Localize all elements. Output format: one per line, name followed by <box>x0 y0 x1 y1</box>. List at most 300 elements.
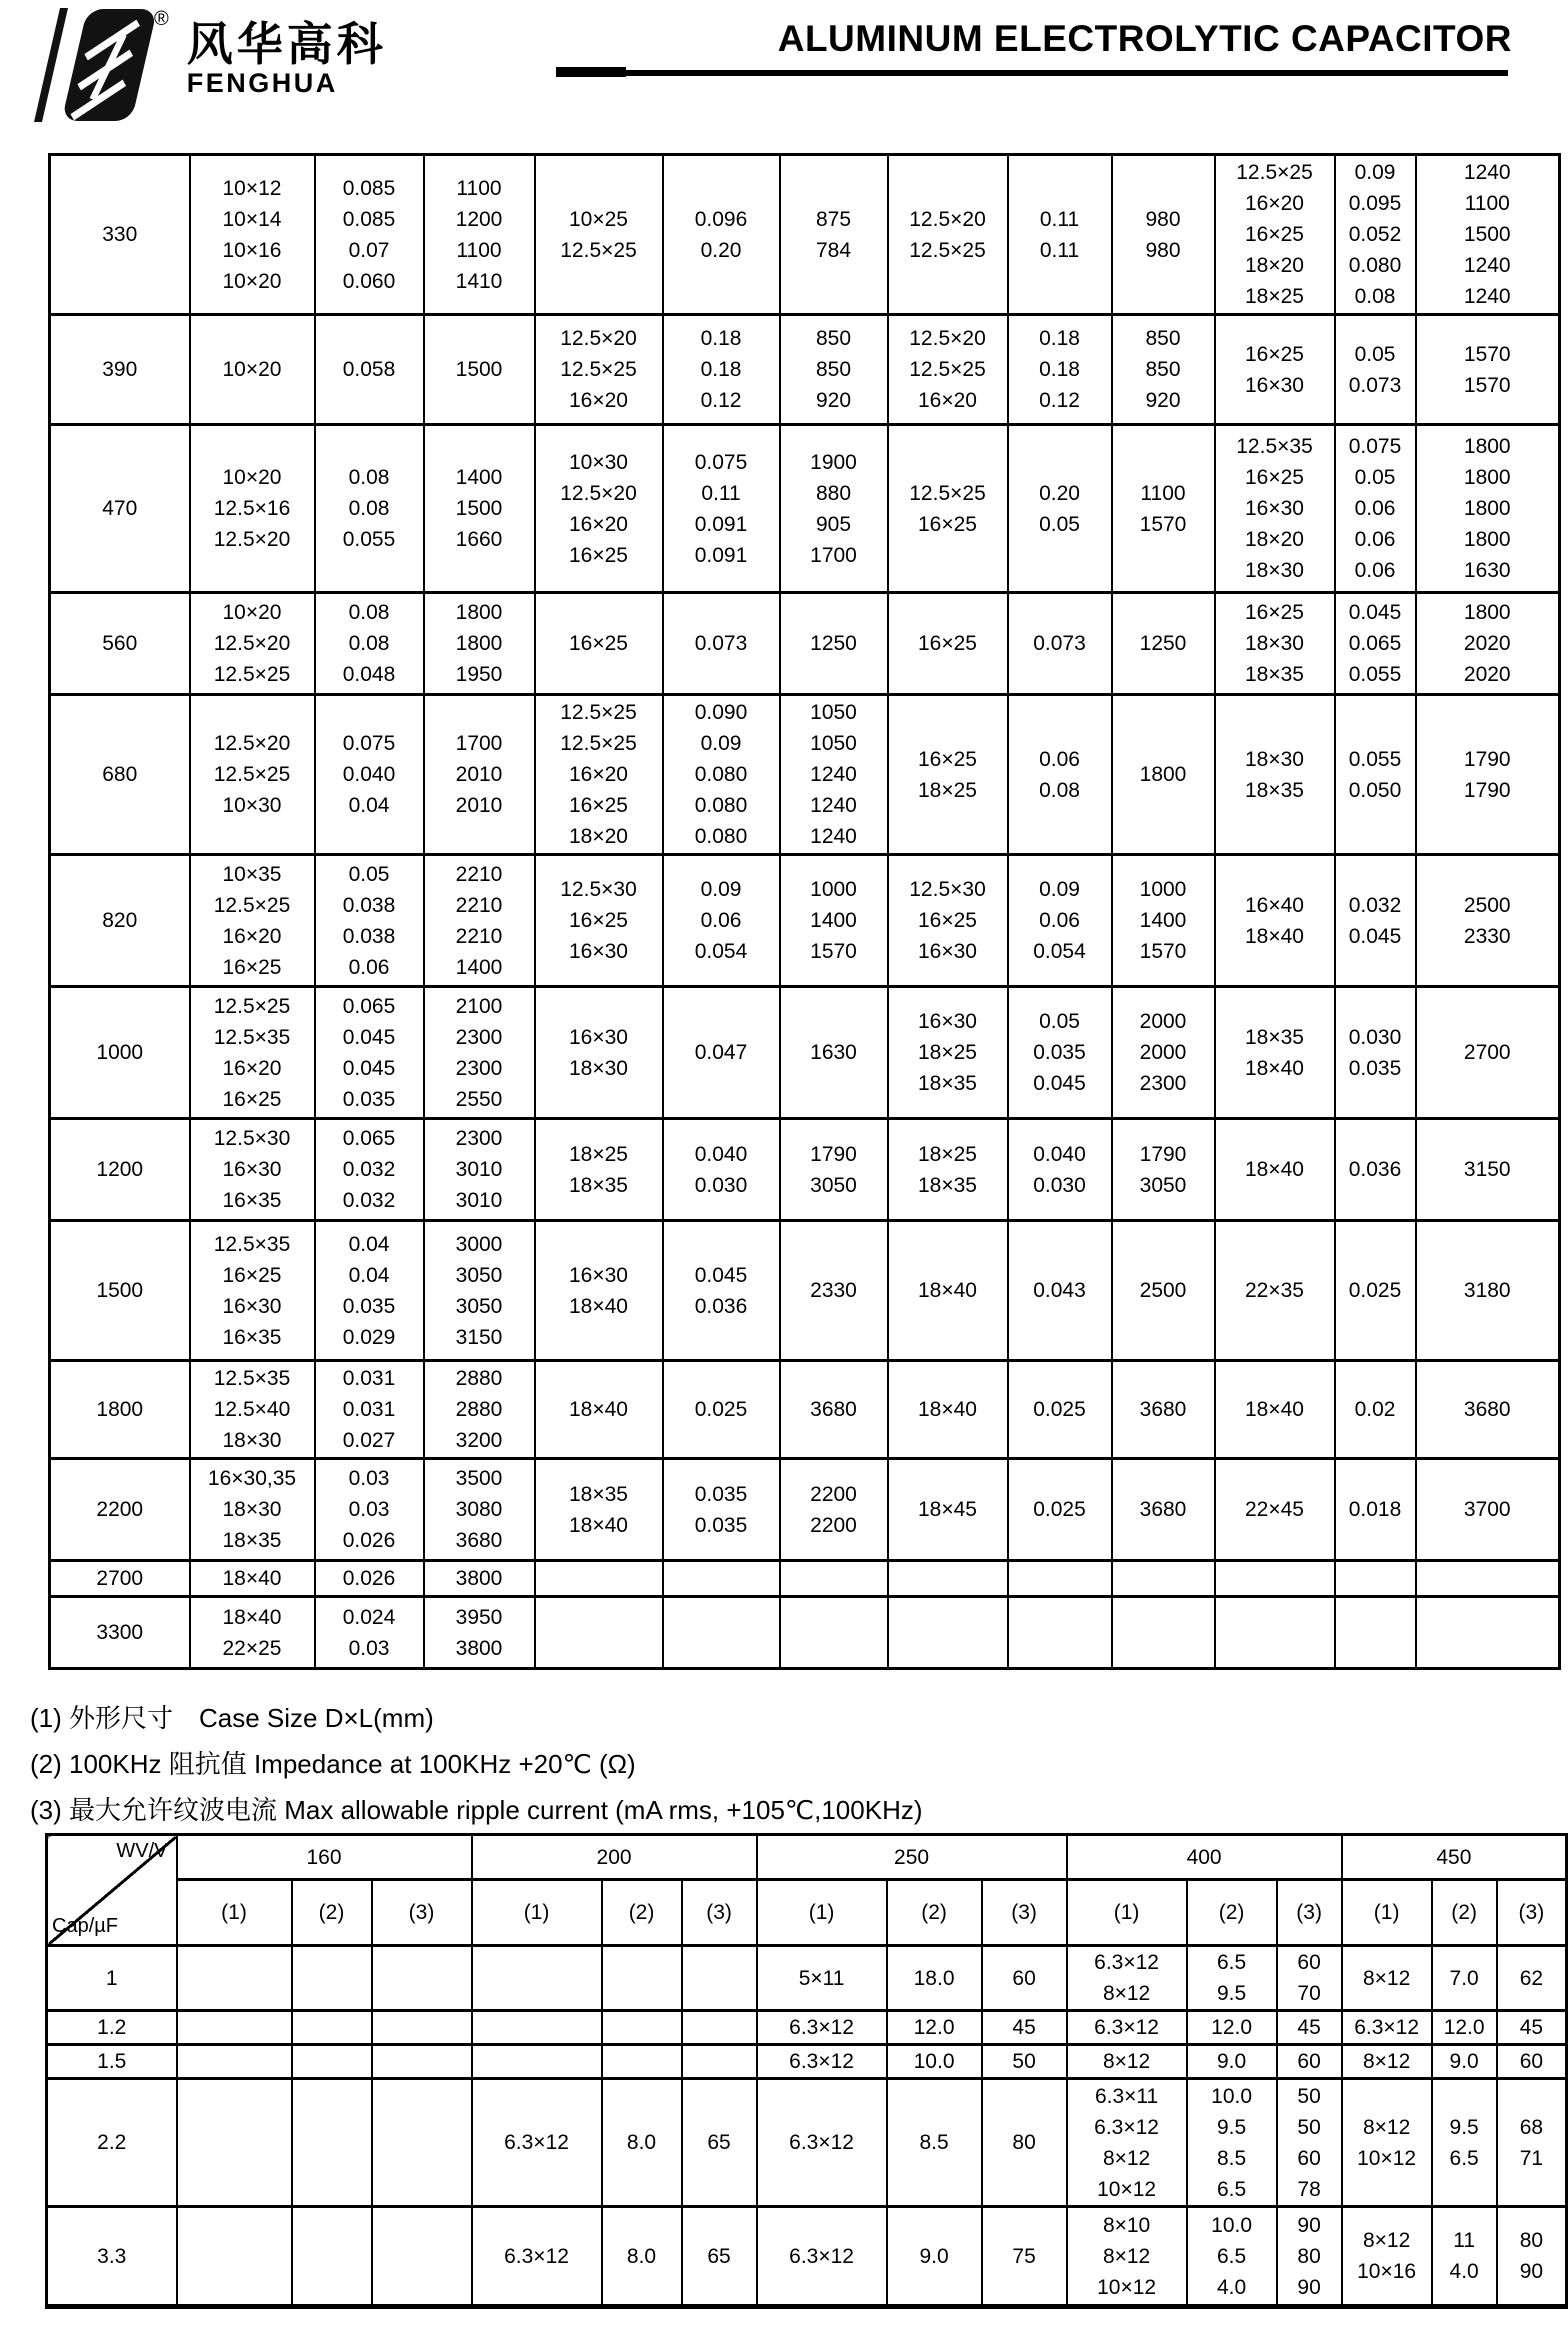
impedance-cell <box>602 2045 682 2079</box>
table-row <box>50 855 1560 987</box>
impedance-cell: 0.025 <box>1335 1221 1416 1361</box>
capacitance-value: 390 <box>50 315 190 425</box>
impedance-cell <box>292 2011 372 2045</box>
case-size-cell <box>472 2011 602 2045</box>
impedance-cell: 0.08 0.08 0.048 <box>315 593 424 695</box>
impedance-cell: 0.085 0.085 0.07 0.060 <box>315 155 424 315</box>
impedance-cell <box>1335 1597 1416 1669</box>
case-size-cell: 12.5×20 12.5×25 10×30 <box>190 695 315 855</box>
case-size-cell <box>1215 1597 1335 1669</box>
table-row <box>50 1361 1560 1459</box>
impedance-cell: 0.06 0.08 <box>1008 695 1112 855</box>
impedance-cell: 0.024 0.03 <box>315 1597 424 1669</box>
case-size-cell: 10×20 <box>190 315 315 425</box>
ripple-current-cell: 1790 3050 <box>780 1119 888 1221</box>
case-size-cell <box>472 2045 602 2079</box>
case-size-cell: 10×25 12.5×25 <box>535 155 663 315</box>
ripple-current-cell: 65 <box>682 2207 757 2307</box>
subcolumn-header: (1) <box>757 1880 887 1946</box>
impedance-cell: 0.09 0.06 0.054 <box>1008 855 1112 987</box>
ripple-current-cell: 62 <box>1497 1946 1567 2011</box>
case-size-cell: 8×12 <box>1342 1946 1432 2011</box>
table-row <box>47 2079 1567 2207</box>
table-row <box>47 2045 1567 2079</box>
impedance-cell: 0.20 0.05 <box>1008 425 1112 593</box>
capacitance-value: 2200 <box>50 1459 190 1561</box>
impedance-cell: 0.058 <box>315 315 424 425</box>
ripple-current-cell: 1570 1570 <box>1416 315 1560 425</box>
ripple-current-cell: 1250 <box>1112 593 1215 695</box>
corner-label-voltage: WV/V <box>116 1840 168 1862</box>
ripple-current-cell: 1000 1400 1570 <box>1112 855 1215 987</box>
ripple-current-cell <box>1416 1597 1560 1669</box>
case-size-cell: 12.5×30 16×30 16×35 <box>190 1119 315 1221</box>
voltage-header: 250 <box>757 1835 1067 1880</box>
table-row <box>50 695 1560 855</box>
capacitance-value: 1800 <box>50 1361 190 1459</box>
case-size-cell: 6.3×11 6.3×12 8×12 10×12 <box>1067 2079 1187 2207</box>
impedance-cell: 6.5 9.5 <box>1187 1946 1277 2011</box>
ripple-current-cell: 1790 1790 <box>1416 695 1560 855</box>
case-size-cell <box>177 1946 292 2011</box>
ripple-current-cell: 3700 <box>1416 1459 1560 1561</box>
ripple-current-cell: 850 850 920 <box>780 315 888 425</box>
case-size-cell: 6.3×12 <box>472 2079 602 2207</box>
ripple-current-cell: 45 <box>1497 2011 1567 2045</box>
impedance-cell: 8.5 <box>887 2079 982 2207</box>
ripple-current-cell: 2210 2210 2210 1400 <box>424 855 535 987</box>
ripple-current-cell <box>1112 1561 1215 1597</box>
impedance-cell: 0.025 <box>1008 1361 1112 1459</box>
case-size-cell: 18×25 18×35 <box>535 1119 663 1221</box>
impedance-cell: 0.05 0.038 0.038 0.06 <box>315 855 424 987</box>
note-case-size: (1) 外形尺寸 Case Size D×L(mm) <box>30 1703 434 1733</box>
ripple-current-cell: 50 <box>982 2045 1067 2079</box>
subcolumn-header: (2) <box>1432 1880 1497 1946</box>
impedance-cell <box>1008 1597 1112 1669</box>
impedance-cell: 0.045 0.036 <box>663 1221 780 1361</box>
impedance-cell <box>292 2045 372 2079</box>
impedance-cell: 10.0 6.5 4.0 <box>1187 2207 1277 2307</box>
table-row <box>50 1597 1560 1669</box>
impedance-cell: 0.032 0.045 <box>1335 855 1416 987</box>
case-size-cell <box>535 1561 663 1597</box>
table-row <box>50 155 1560 315</box>
impedance-cell <box>663 1597 780 1669</box>
case-size-cell: 8×12 <box>1342 2045 1432 2079</box>
impedance-cell: 9.0 <box>1432 2045 1497 2079</box>
ripple-current-cell: 1500 <box>424 315 535 425</box>
impedance-cell <box>1008 1561 1112 1597</box>
table-row <box>50 425 1560 593</box>
case-size-cell: 6.3×12 <box>472 2207 602 2307</box>
case-size-cell: 18×35 18×40 <box>535 1459 663 1561</box>
voltage-header: 200 <box>472 1835 757 1880</box>
ripple-current-cell: 50 50 60 78 <box>1277 2079 1342 2207</box>
capacitance-value: 1000 <box>50 987 190 1119</box>
ripple-current-cell <box>372 2045 472 2079</box>
note-ripple-current: (3) 最大允许纹波电流 Max allowable ripple current (mA rms, +105℃,100KHz) <box>30 1795 923 1825</box>
ripple-current-cell: 3680 <box>1416 1361 1560 1459</box>
ripple-current-cell <box>682 2045 757 2079</box>
ripple-current-cell <box>372 2011 472 2045</box>
ripple-current-cell: 2700 <box>1416 987 1560 1119</box>
ripple-current-cell <box>1112 1597 1215 1669</box>
case-size-cell: 18×25 18×35 <box>888 1119 1008 1221</box>
ripple-current-cell: 1790 3050 <box>1112 1119 1215 1221</box>
capacitance-value: 680 <box>50 695 190 855</box>
table-row <box>50 1221 1560 1361</box>
ripple-current-cell: 1250 <box>780 593 888 695</box>
impedance-cell: 0.075 0.11 0.091 0.091 <box>663 425 780 593</box>
case-size-cell <box>535 1597 663 1669</box>
impedance-cell: 18.0 <box>887 1946 982 2011</box>
impedance-cell: 0.040 0.030 <box>1008 1119 1112 1221</box>
case-size-cell: 18×40 <box>1215 1361 1335 1459</box>
case-size-cell: 18×45 <box>888 1459 1008 1561</box>
ripple-current-cell: 2000 2000 2300 <box>1112 987 1215 1119</box>
ripple-current-cell: 1700 2010 2010 <box>424 695 535 855</box>
capacitance-value: 560 <box>50 593 190 695</box>
impedance-cell: 0.073 <box>1008 593 1112 695</box>
ripple-current-cell <box>682 1946 757 2011</box>
case-size-cell: 5×11 <box>757 1946 887 2011</box>
case-size-cell: 12.5×30 16×25 16×30 <box>888 855 1008 987</box>
impedance-cell: 12.0 <box>1432 2011 1497 2045</box>
ripple-current-cell: 60 <box>982 1946 1067 2011</box>
ripple-current-cell: 1100 1200 1100 1410 <box>424 155 535 315</box>
capacitance-value: 1200 <box>50 1119 190 1221</box>
ripple-current-cell: 1800 <box>1112 695 1215 855</box>
case-size-cell: 12.5×25 16×20 16×25 18×20 18×25 <box>1215 155 1335 315</box>
table-row <box>47 2207 1567 2307</box>
case-size-cell: 12.5×20 12.5×25 16×20 <box>535 315 663 425</box>
impedance-cell <box>602 1946 682 2011</box>
case-size-cell <box>177 2045 292 2079</box>
capacitance-value: 3300 <box>50 1597 190 1669</box>
impedance-cell: 0.035 0.035 <box>663 1459 780 1561</box>
voltage-header: 160 <box>177 1835 472 1880</box>
impedance-cell: 12.0 <box>887 2011 982 2045</box>
ripple-current-cell: 1000 1400 1570 <box>780 855 888 987</box>
case-size-cell: 18×40 22×25 <box>190 1597 315 1669</box>
capacitance-value: 820 <box>50 855 190 987</box>
ripple-current-cell: 1800 2020 2020 <box>1416 593 1560 695</box>
ripple-current-cell: 75 <box>982 2207 1067 2307</box>
subcolumn-header: (3) <box>1497 1880 1567 1946</box>
case-size-cell <box>472 1946 602 2011</box>
case-size-cell: 12.5×25 12.5×25 16×20 16×25 18×20 <box>535 695 663 855</box>
case-size-cell: 18×40 <box>535 1361 663 1459</box>
case-size-cell: 10×20 12.5×20 12.5×25 <box>190 593 315 695</box>
ripple-current-cell: 3680 <box>780 1361 888 1459</box>
case-size-cell: 22×35 <box>1215 1221 1335 1361</box>
impedance-cell: 0.043 <box>1008 1221 1112 1361</box>
ripple-current-cell: 3000 3050 3050 3150 <box>424 1221 535 1361</box>
case-size-cell: 18×40 <box>888 1361 1008 1459</box>
subcolumn-header: (1) <box>1067 1880 1187 1946</box>
impedance-cell: 0.025 <box>663 1361 780 1459</box>
capacitance-value: 1.2 <box>47 2011 177 2045</box>
subcolumn-header: (3) <box>1277 1880 1342 1946</box>
capacitance-value: 470 <box>50 425 190 593</box>
ripple-current-cell: 2500 <box>1112 1221 1215 1361</box>
ripple-current-cell: 80 90 <box>1497 2207 1567 2307</box>
impedance-cell: 0.03 0.03 0.026 <box>315 1459 424 1561</box>
impedance-cell: 9.0 <box>1187 2045 1277 2079</box>
impedance-cell: 0.09 0.06 0.054 <box>663 855 780 987</box>
case-size-cell: 8×10 8×12 10×12 <box>1067 2207 1187 2307</box>
small-cap-table <box>45 1833 1568 2309</box>
impedance-cell: 0.026 <box>315 1561 424 1597</box>
ripple-current-cell: 2300 3010 3010 <box>424 1119 535 1221</box>
impedance-cell: 0.018 <box>1335 1459 1416 1561</box>
ripple-current-cell: 850 850 920 <box>1112 315 1215 425</box>
case-size-cell: 16×30,35 18×30 18×35 <box>190 1459 315 1561</box>
case-size-cell: 6.3×12 <box>1067 2011 1187 2045</box>
ripple-current-cell <box>682 2011 757 2045</box>
ripple-current-cell: 3800 <box>424 1561 535 1597</box>
impedance-cell: 0.18 0.18 0.12 <box>663 315 780 425</box>
impedance-cell <box>1335 1561 1416 1597</box>
impedance-cell: 0.05 0.073 <box>1335 315 1416 425</box>
impedance-cell <box>663 1561 780 1597</box>
ripple-current-cell: 2880 2880 3200 <box>424 1361 535 1459</box>
impedance-cell: 0.075 0.040 0.04 <box>315 695 424 855</box>
impedance-cell: 0.073 <box>663 593 780 695</box>
ripple-current-cell <box>372 2079 472 2207</box>
impedance-cell: 0.030 0.035 <box>1335 987 1416 1119</box>
subcolumn-header: (2) <box>887 1880 982 1946</box>
capacitance-value: 2700 <box>50 1561 190 1597</box>
corner-header-cell <box>47 1835 177 1946</box>
impedance-cell: 0.045 0.065 0.055 <box>1335 593 1416 695</box>
ripple-current-cell: 3180 <box>1416 1221 1560 1361</box>
case-size-cell: 16×30 18×40 <box>535 1221 663 1361</box>
table-row <box>50 1459 1560 1561</box>
case-size-cell: 10×12 10×14 10×16 10×20 <box>190 155 315 315</box>
impedance-cell: 12.0 <box>1187 2011 1277 2045</box>
impedance-cell: 0.040 0.030 <box>663 1119 780 1221</box>
ripple-current-cell: 45 <box>1277 2011 1342 2045</box>
ripple-current-cell: 3150 <box>1416 1119 1560 1221</box>
impedance-cell: 7.0 <box>1432 1946 1497 2011</box>
subcolumn-header: (1) <box>472 1880 602 1946</box>
impedance-cell <box>292 1946 372 2011</box>
subcolumn-header: (3) <box>372 1880 472 1946</box>
impedance-cell <box>602 2011 682 2045</box>
ripple-current-cell <box>780 1597 888 1669</box>
impedance-cell: 0.047 <box>663 987 780 1119</box>
table-row <box>47 1946 1567 2011</box>
capacitance-value: 1500 <box>50 1221 190 1361</box>
ripple-current-cell <box>372 2207 472 2307</box>
table-row <box>47 2011 1567 2045</box>
impedance-cell: 9.0 <box>887 2207 982 2307</box>
case-size-cell: 12.5×20 12.5×25 <box>888 155 1008 315</box>
subcolumn-header: (2) <box>602 1880 682 1946</box>
case-size-cell <box>1215 1561 1335 1597</box>
table-row <box>50 593 1560 695</box>
case-size-cell: 8×12 10×16 <box>1342 2207 1432 2307</box>
impedance-cell: 0.09 0.095 0.052 0.080 0.08 <box>1335 155 1416 315</box>
subcolumn-header: (1) <box>177 1880 292 1946</box>
case-size-cell: 18×40 <box>888 1221 1008 1361</box>
ripple-current-cell: 68 71 <box>1497 2079 1567 2207</box>
table-row <box>50 987 1560 1119</box>
case-size-cell: 16×25 18×30 18×35 <box>1215 593 1335 695</box>
impedance-cell: 8.0 <box>602 2207 682 2307</box>
voltage-header: 450 <box>1342 1835 1567 1880</box>
case-size-cell: 12.5×25 16×25 <box>888 425 1008 593</box>
case-size-cell <box>177 2207 292 2307</box>
case-size-cell: 18×40 <box>1215 1119 1335 1221</box>
case-size-cell: 6.3×12 8×12 <box>1067 1946 1187 2011</box>
ripple-current-cell: 45 <box>982 2011 1067 2045</box>
case-size-cell: 10×20 12.5×16 12.5×20 <box>190 425 315 593</box>
impedance-cell <box>292 2079 372 2207</box>
ripple-current-cell: 1800 1800 1800 1800 1630 <box>1416 425 1560 593</box>
impedance-cell: 0.090 0.09 0.080 0.080 0.080 <box>663 695 780 855</box>
case-size-cell: 16×40 18×40 <box>1215 855 1335 987</box>
impedance-cell: 0.065 0.032 0.032 <box>315 1119 424 1221</box>
case-size-cell: 10×35 12.5×25 16×20 16×25 <box>190 855 315 987</box>
ripple-current-cell: 1630 <box>780 987 888 1119</box>
title-rule <box>556 70 1508 76</box>
case-size-cell: 6.3×12 <box>757 2045 887 2079</box>
case-size-cell: 12.5×20 12.5×25 16×20 <box>888 315 1008 425</box>
capacitance-value: 330 <box>50 155 190 315</box>
ripple-current-cell: 3680 <box>1112 1361 1215 1459</box>
case-size-cell: 16×25 <box>535 593 663 695</box>
page-title: ALUMINUM ELECTROLYTIC CAPACITOR <box>777 18 1512 59</box>
ripple-current-cell: 980 980 <box>1112 155 1215 315</box>
ripple-current-cell: 60 <box>1497 2045 1567 2079</box>
capacitance-value: 2.2 <box>47 2079 177 2207</box>
impedance-cell: 8.0 <box>602 2079 682 2207</box>
ripple-current-cell: 1050 1050 1240 1240 1240 <box>780 695 888 855</box>
impedance-cell: 0.055 0.050 <box>1335 695 1416 855</box>
case-size-cell: 6.3×12 <box>757 2011 887 2045</box>
impedance-cell: 0.096 0.20 <box>663 155 780 315</box>
impedance-cell: 0.031 0.031 0.027 <box>315 1361 424 1459</box>
impedance-cell: 0.065 0.045 0.045 0.035 <box>315 987 424 1119</box>
ripple-current-cell: 3680 <box>1112 1459 1215 1561</box>
impedance-cell: 0.18 0.18 0.12 <box>1008 315 1112 425</box>
capacitance-value: 1.5 <box>47 2045 177 2079</box>
table-row <box>50 1561 1560 1597</box>
subcolumn-header: (1) <box>1342 1880 1432 1946</box>
case-size-cell: 18×35 18×40 <box>1215 987 1335 1119</box>
impedance-cell: 10.0 <box>887 2045 982 2079</box>
ripple-current-cell: 60 <box>1277 2045 1342 2079</box>
ripple-current-cell <box>1416 1561 1560 1597</box>
brand-name-chinese: 风华高科 <box>186 18 387 70</box>
ripple-current-cell: 2200 2200 <box>780 1459 888 1561</box>
ripple-current-cell: 1900 880 905 1700 <box>780 425 888 593</box>
ripple-current-cell: 90 80 90 <box>1277 2207 1342 2307</box>
impedance-cell: 0.04 0.04 0.035 0.029 <box>315 1221 424 1361</box>
ripple-current-cell: 1100 1570 <box>1112 425 1215 593</box>
impedance-cell: 0.11 0.11 <box>1008 155 1112 315</box>
case-size-cell: 18×30 18×35 <box>1215 695 1335 855</box>
impedance-cell: 9.5 6.5 <box>1432 2079 1497 2207</box>
ripple-current-cell: 3500 3080 3680 <box>424 1459 535 1561</box>
brand-name-english: FENGHUA <box>186 68 338 98</box>
impedance-cell: 0.02 <box>1335 1361 1416 1459</box>
impedance-cell: 11 4.0 <box>1432 2207 1497 2307</box>
subcolumn-header: (3) <box>682 1880 757 1946</box>
case-size-cell <box>177 2079 292 2207</box>
impedance-cell <box>292 2207 372 2307</box>
impedance-cell: 0.05 0.035 0.045 <box>1008 987 1112 1119</box>
ripple-current-cell: 2330 <box>780 1221 888 1361</box>
subcolumn-header: (2) <box>292 1880 372 1946</box>
ripple-current-cell: 2500 2330 <box>1416 855 1560 987</box>
ripple-current-cell: 1800 1800 1950 <box>424 593 535 695</box>
capacitance-value: 1 <box>47 1946 177 2011</box>
table-row <box>50 315 1560 425</box>
ripple-current-cell: 65 <box>682 2079 757 2207</box>
capacitance-value: 3.3 <box>47 2207 177 2307</box>
case-size-cell: 8×12 10×12 <box>1342 2079 1432 2207</box>
brand-logo <box>28 6 387 124</box>
impedance-cell: 10.0 9.5 8.5 6.5 <box>1187 2079 1277 2207</box>
ripple-current-cell: 1240 1100 1500 1240 1240 <box>1416 155 1560 315</box>
case-size-cell: 10×30 12.5×20 16×20 16×25 <box>535 425 663 593</box>
fenghua-logo-icon <box>28 6 158 124</box>
case-size-cell: 6.3×12 <box>757 2079 887 2207</box>
voltage-header: 400 <box>1067 1835 1342 1880</box>
ripple-current-cell: 3950 3800 <box>424 1597 535 1669</box>
ripple-current-table <box>48 153 1561 1670</box>
ripple-current-cell: 1400 1500 1660 <box>424 425 535 593</box>
case-size-cell: 6.3×12 <box>757 2207 887 2307</box>
case-size-cell: 16×30 18×25 18×35 <box>888 987 1008 1119</box>
case-size-cell: 12.5×30 16×25 16×30 <box>535 855 663 987</box>
impedance-cell: 0.08 0.08 0.055 <box>315 425 424 593</box>
impedance-cell: 0.025 <box>1008 1459 1112 1561</box>
ripple-current-cell: 60 70 <box>1277 1946 1342 2011</box>
ripple-current-cell: 875 784 <box>780 155 888 315</box>
ripple-current-cell: 80 <box>982 2079 1067 2207</box>
case-size-cell: 6.3×12 <box>1342 2011 1432 2045</box>
case-size-cell: 8×12 <box>1067 2045 1187 2079</box>
case-size-cell: 16×25 18×25 <box>888 695 1008 855</box>
case-size-cell: 22×45 <box>1215 1459 1335 1561</box>
ripple-current-cell <box>780 1561 888 1597</box>
impedance-cell: 0.075 0.05 0.06 0.06 0.06 <box>1335 425 1416 593</box>
note-impedance: (2) 100KHz 阻抗值 Impedance at 100KHz +20℃ (Ω) <box>30 1749 636 1779</box>
case-size-cell: 12.5×25 12.5×35 16×20 16×25 <box>190 987 315 1119</box>
case-size-cell <box>177 2011 292 2045</box>
ripple-current-cell: 2100 2300 2300 2550 <box>424 987 535 1119</box>
case-size-cell: 12.5×35 16×25 16×30 16×35 <box>190 1221 315 1361</box>
case-size-cell: 18×40 <box>190 1561 315 1597</box>
subcolumn-header: (2) <box>1187 1880 1277 1946</box>
impedance-cell: 0.036 <box>1335 1119 1416 1221</box>
corner-label-capacitance: Cap/µF <box>52 1915 118 1937</box>
case-size-cell: 16×30 18×30 <box>535 987 663 1119</box>
case-size-cell <box>888 1561 1008 1597</box>
case-size-cell: 12.5×35 12.5×40 18×30 <box>190 1361 315 1459</box>
table-row <box>50 1119 1560 1221</box>
case-size-cell <box>888 1597 1008 1669</box>
case-size-cell: 16×25 <box>888 593 1008 695</box>
case-size-cell: 16×25 16×30 <box>1215 315 1335 425</box>
ripple-current-cell <box>372 1946 472 2011</box>
registered-trademark-symbol: ® <box>154 8 169 30</box>
